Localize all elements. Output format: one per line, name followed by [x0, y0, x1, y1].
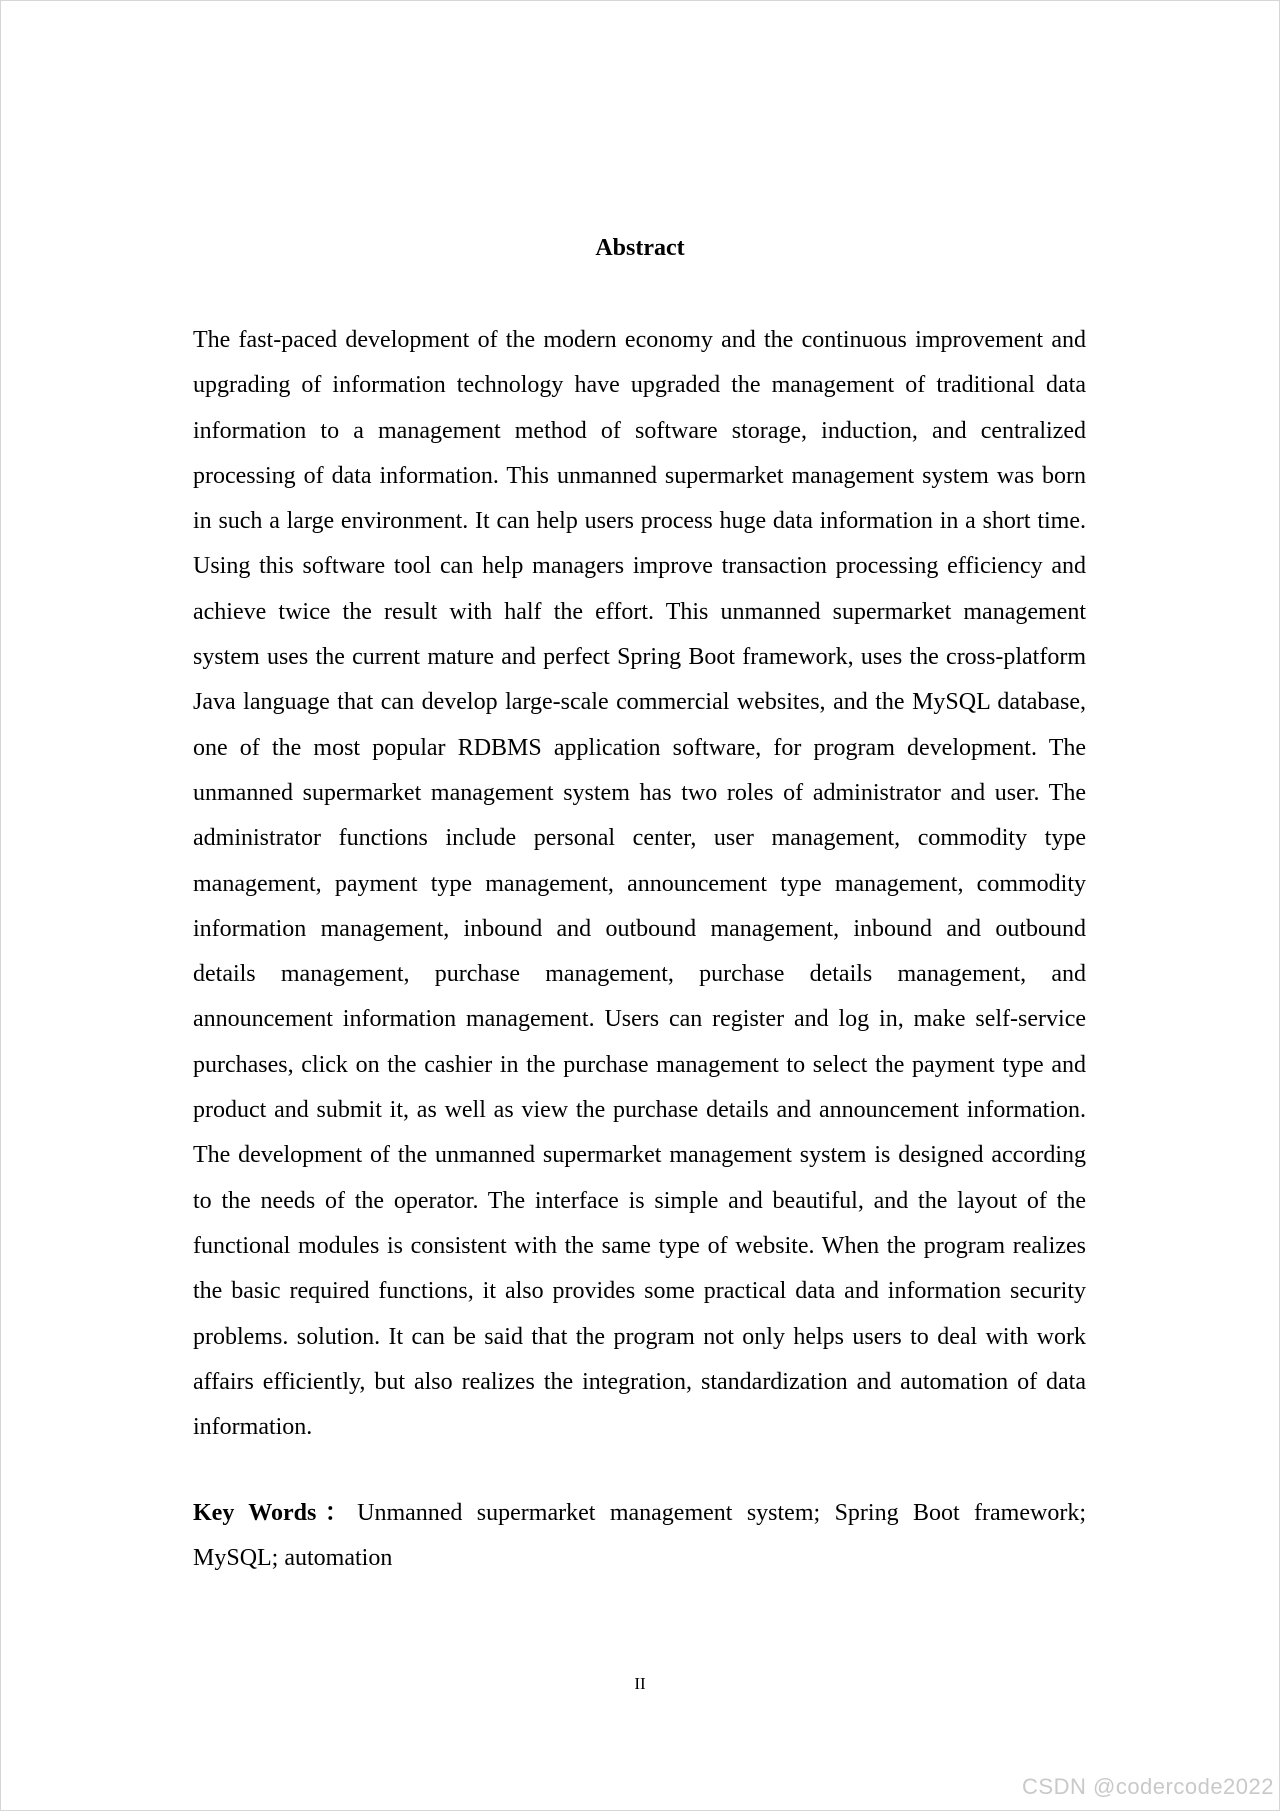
- page-number: II: [634, 1674, 646, 1693]
- abstract-title: Abstract: [595, 235, 685, 261]
- keywords-label: Key Words：: [193, 1500, 358, 1526]
- keywords-text: Unmanned supermarket management system; Spring Boot framework; MySQL; automation: [193, 1500, 1086, 1572]
- watermark-text: CSDN @codercode2022: [1022, 1774, 1274, 1799]
- keywords-paragraph: [193, 1491, 1086, 1582]
- abstract-body: The fast-paced development of the modern economy and the continuous improvement and upgrading of information technology have upgraded the management of traditional data information to a management method of software storage, induction, and centralized processing of data information. This unmanned supermarket management system was born in such a large environment. It can help users process huge data information in a short time. Using this software tool can help managers improve transaction processing efficiency and achieve twice the result with half the effort. This unmanned supermarket management system uses the current mature and perfect Spring Boot framework, uses the cross-platform Java language that can develop large-scale commercial websites, and the MySQL database, one of the most popular RDBMS application software, for program development. The unmanned supermarket management system has two roles of administrator and user. The administrator functions include personal center, user management, commodity type management, payment type management, announcement type management, commodity information management, inbound and outbound management, inbound and outbound details management, purchase management, purchase details management, and announcement information management. Users can register and log in, make self-service purchases, click on the cashier in the purchase management to select the payment type and product and submit it, as well as view the purchase details and announcement information. The development of the unmanned supermarket management system is designed according to the needs of the operator. The interface is simple and beautiful, and the layout of the functional modules is consistent with the same type of website. When the program realizes the basic required functions, it also provides some practical data and information security problems. solution. It can be said that the program not only helps users to deal with work affairs efficiently, but also realizes the integration, standardization and automation of data information.: [193, 327, 1086, 1441]
